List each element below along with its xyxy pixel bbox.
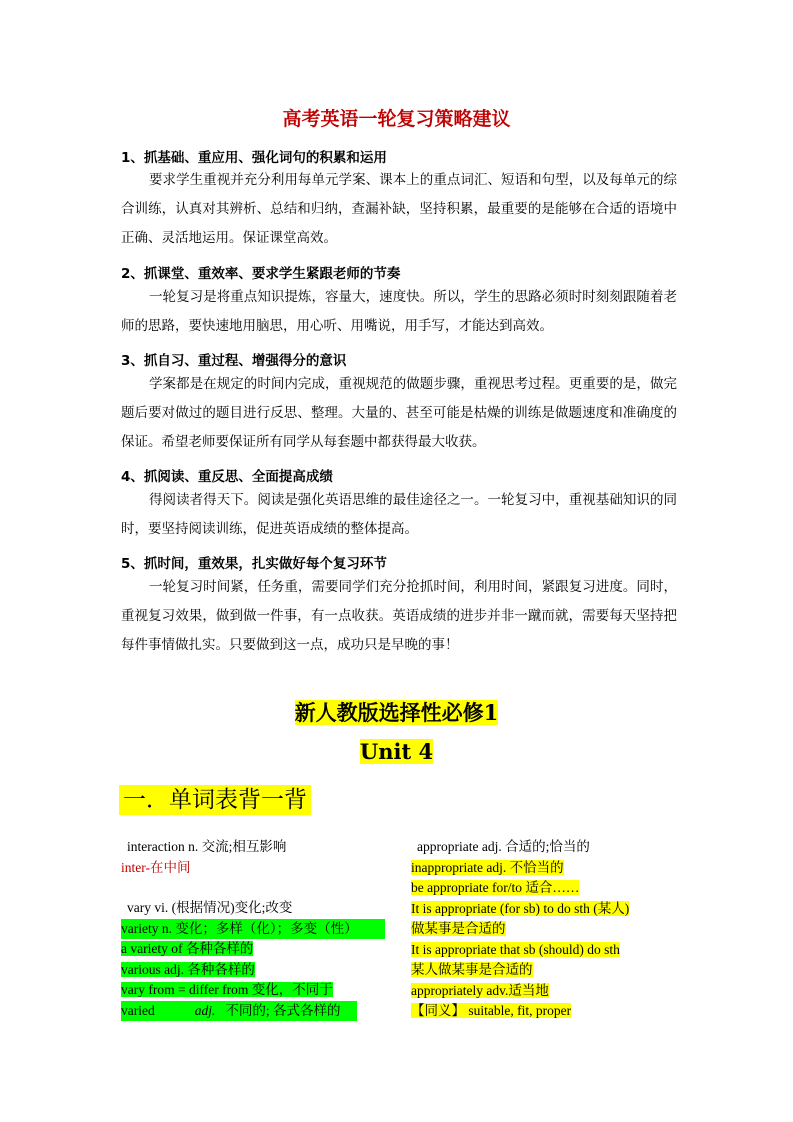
vocab-yellow-line: 做某事是合适的 — [411, 921, 506, 936]
vocab-word-appropriate: appropriate adj. 合适的;恰当的 — [417, 839, 590, 854]
vocab-yellow-line: inappropriate adj. 不恰当的 — [411, 859, 564, 875]
vocab-green-line-varied — [121, 1001, 357, 1022]
section-1-heading: 1、抓基础、重应用、强化词句的积累和运用 — [121, 150, 387, 166]
section-3-heading: 3、抓自习、重过程、增强得分的意识 — [121, 353, 347, 369]
vocab-yellow-line: appropriately adv.适当地 — [411, 982, 549, 998]
vocab-yellow-line: 某人做某事是合适的 — [411, 962, 533, 977]
vocab-word-interaction: interaction n. 交流;相互影响 — [127, 839, 287, 854]
vocab-yellow-line: be appropriate for/to 适合…… — [411, 880, 580, 895]
section-5-body: 一轮复习时间紧，任务重，需要同学们充分抢抓时间，利用时间，紧跟复习进度。同时，重视复习效果，做到做一件事，有一点收获。英语成绩的进步并非一蹴而就，需要每天坚持把每件事情做扎实。只要做到这一点，成功只是早晚的事！ — [121, 579, 677, 653]
section-2-body: 一轮复习是将重点知识提炼，容量大，速度快。所以，学生的思路必须时时刻刻跟随着老师的思路，要快速地用脑思，用心听、用嘴说，用手写，才能达到高效。 — [121, 289, 677, 334]
right-vocab-column — [411, 837, 691, 1022]
vocab-green-line: vary from = differ from 变化，不同于 — [121, 982, 333, 997]
part-title: 一．单词表背一背 — [119, 785, 311, 815]
varied-word: varied — [121, 1002, 155, 1018]
vocab-yellow-line: 【同义】 suitable, fit, proper — [411, 1003, 572, 1018]
vocab-green-line: various adj. 各种各样的 — [121, 961, 255, 977]
section-1-body: 要求学生重视并充分利用每单元学案、课本上的重点词汇、短语和句型，以及每单元的综合训练，认真对其辨析、总结和归纳，查漏补缺，坚持积累，最重要的是能够在合适的语境中正确、灵活地运用。保证课堂高效。 — [121, 172, 677, 246]
section-2-heading: 2、抓课堂、重效率、要求学生紧跟老师的节奏 — [121, 266, 401, 282]
unit-title: Unit 4 — [359, 739, 434, 764]
section-4-heading: 4、抓阅读、重反思、全面提高成绩 — [121, 469, 333, 485]
vocab-green-line: variety n. 变化；多样（化）；多变（性） — [121, 919, 385, 940]
vocab-yellow-line: It is appropriate that sb (should) do sth — [411, 941, 620, 957]
section-3-body: 学案都是在规定的时间内完成，重视规范的做题步骤，重视思考过程。更重要的是，做完题后要对做过的题目进行反思、整理。大量的、甚至可能是枯燥的训练是做题速度和准确度的保证。希望老师要保证所有同学从每套题中都获得最大收获。 — [121, 376, 677, 450]
page-title: 高考英语一轮复习策略建议 — [282, 108, 511, 130]
vocab-word-vary: vary vi. (根据情况)变化;改变 — [127, 900, 293, 915]
vocab-yellow-line: It is appropriate (for sb) to do sth (某人) — [411, 900, 630, 916]
section-4-body: 得阅读者得天下。阅读是强化英语思维的最佳途径之一。一轮复习中，重视基础知识的同时，要坚持阅读训练，促进英语成绩的整体提高。 — [121, 492, 677, 537]
book-title: 新人教版选择性必修1 — [294, 700, 499, 725]
vocab-green-line: a variety of 各种各样的 — [121, 941, 254, 956]
varied-pos: adj. — [194, 1002, 216, 1018]
varied-meaning: 不同的; 各式各样的 — [225, 1002, 341, 1018]
left-vocab-column — [121, 837, 381, 1021]
vocab-note-inter: inter-在中间 — [121, 859, 191, 875]
section-5-heading: 5、抓时间，重效果，扎实做好每个复习环节 — [121, 556, 387, 572]
